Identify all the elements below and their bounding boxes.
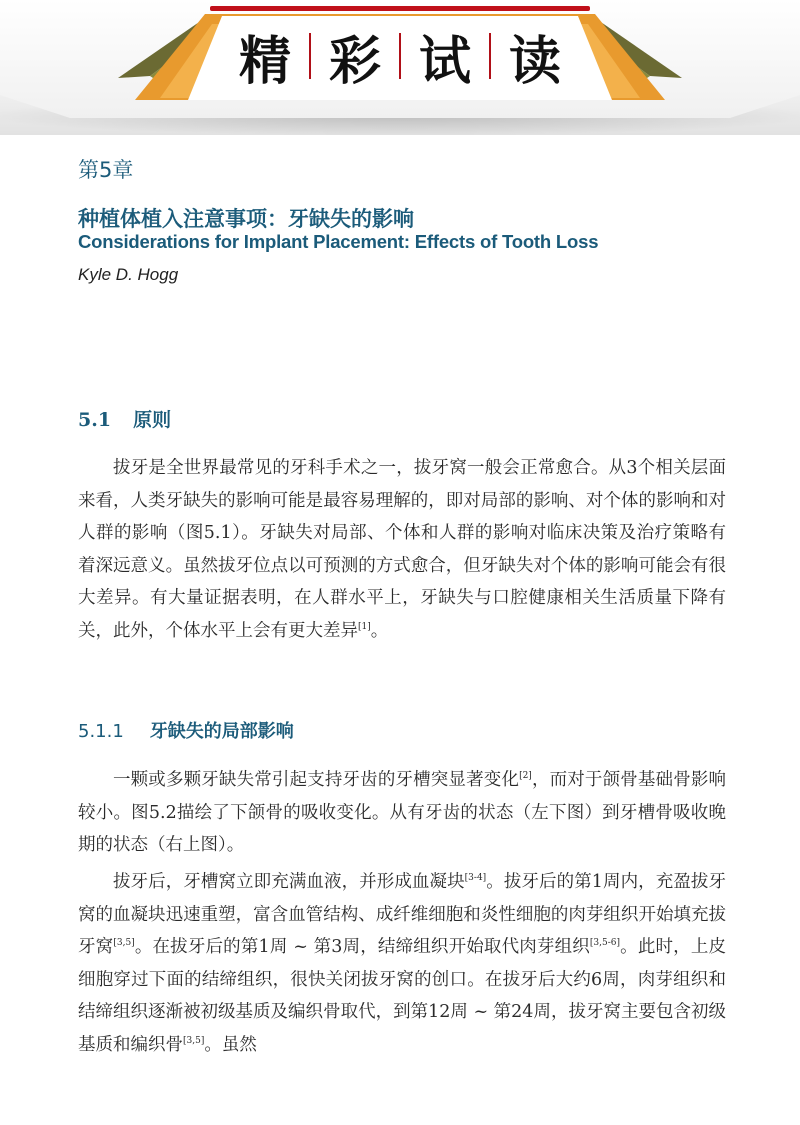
banner-red-line: [210, 6, 590, 11]
body-paragraph: [78, 764, 726, 862]
section-heading-5-1-1: [78, 717, 294, 743]
banner-char: 彩: [328, 31, 381, 92]
paragraph-text: ，而对于颌骨基础骨影响较小。图5.2描绘了下颌骨的吸收变化。从有牙齿的状态（左下图）到牙槽骨吸收晚期的状态（右上图）。: [78, 770, 727, 856]
paragraph-text: 。拔牙后的第1周内，充盈拔牙窝的血凝块迅速重塑，富含血管结构、成纤维细胞和炎性细胞的肉芽组织开始填充拔牙窝: [78, 872, 726, 958]
body-paragraph: [78, 866, 726, 1062]
citation-ref: [3,5]: [183, 1035, 205, 1046]
chapter-author: Kyle D. Hogg: [78, 265, 179, 284]
banner-title: [230, 18, 570, 94]
citation-ref: [3,5]: [113, 938, 135, 949]
section-title: 原则: [133, 409, 172, 431]
section-title: 牙缺失的局部影响: [149, 721, 294, 742]
citation-ref: [1]: [358, 621, 371, 632]
body-paragraph: [78, 452, 726, 648]
paragraph-text: 。此时，上皮细胞穿过下面的结缔组织，很快关闭拔牙窝的创口。在拔牙后大约6周，肉芽组织和结缔组织逐渐被初级基质及编织骨取代，到第12周 ~ 第24周，拔牙窝主要包含初级基质和编织骨: [78, 937, 727, 1055]
section-number: 5.1.1: [78, 721, 124, 742]
paragraph-text: 拔牙是全世界最常见的牙科手术之一，拔牙窝一般会正常愈合。从3个相关层面来看，人类牙缺失的影响可能是最容易理解的，即对局部的影响、对个体的影响和对人群的影响（图5.1）。牙缺失对局部、个体和人群的影响对临床决策及治疗策略有着深远意义。虽然拔牙位点以可预测的方式愈合，但牙缺失对个体的影响可能会有很大差异。有大量证据表明，在人群水平上，牙缺失与口腔健康相关生活质量下降有关，此外，个体水平上会有更大差异: [78, 458, 726, 641]
paragraph-text: 拔牙后，牙槽窝立即充满血液，并形成血凝块: [113, 872, 465, 892]
section-number: 5.1: [78, 409, 112, 431]
banner-char: 精: [238, 31, 291, 92]
paragraph-text: 。: [370, 620, 389, 641]
banner-separator: [309, 33, 311, 79]
banner-separator: [399, 33, 401, 79]
banner-char: 试: [418, 31, 471, 92]
banner-separator: [489, 33, 491, 79]
paragraph-text: 。在拔牙后的第1周 ~ 第3周，结缔组织开始取代肉芽组织: [134, 937, 590, 958]
citation-ref: [3,5-6]: [589, 938, 621, 949]
section-heading-5-1: [78, 405, 171, 432]
citation-ref: [3-4]: [464, 873, 487, 883]
chapter-title-cn: 种植体植入注意事项：牙缺失的影响: [78, 207, 414, 231]
chapter-title-en: Considerations for Implant Placement: Effects of Tooth Loss: [78, 231, 599, 252]
banner: [0, 0, 800, 135]
paragraph-text: 一颗或多颗牙缺失常引起支持牙齿的牙槽突显著变化: [113, 770, 520, 790]
citation-ref: [2]: [519, 771, 532, 781]
banner-char: 读: [508, 31, 561, 92]
paragraph-text: 。虽然: [204, 1034, 257, 1055]
chapter-label: 第5章: [78, 158, 134, 182]
